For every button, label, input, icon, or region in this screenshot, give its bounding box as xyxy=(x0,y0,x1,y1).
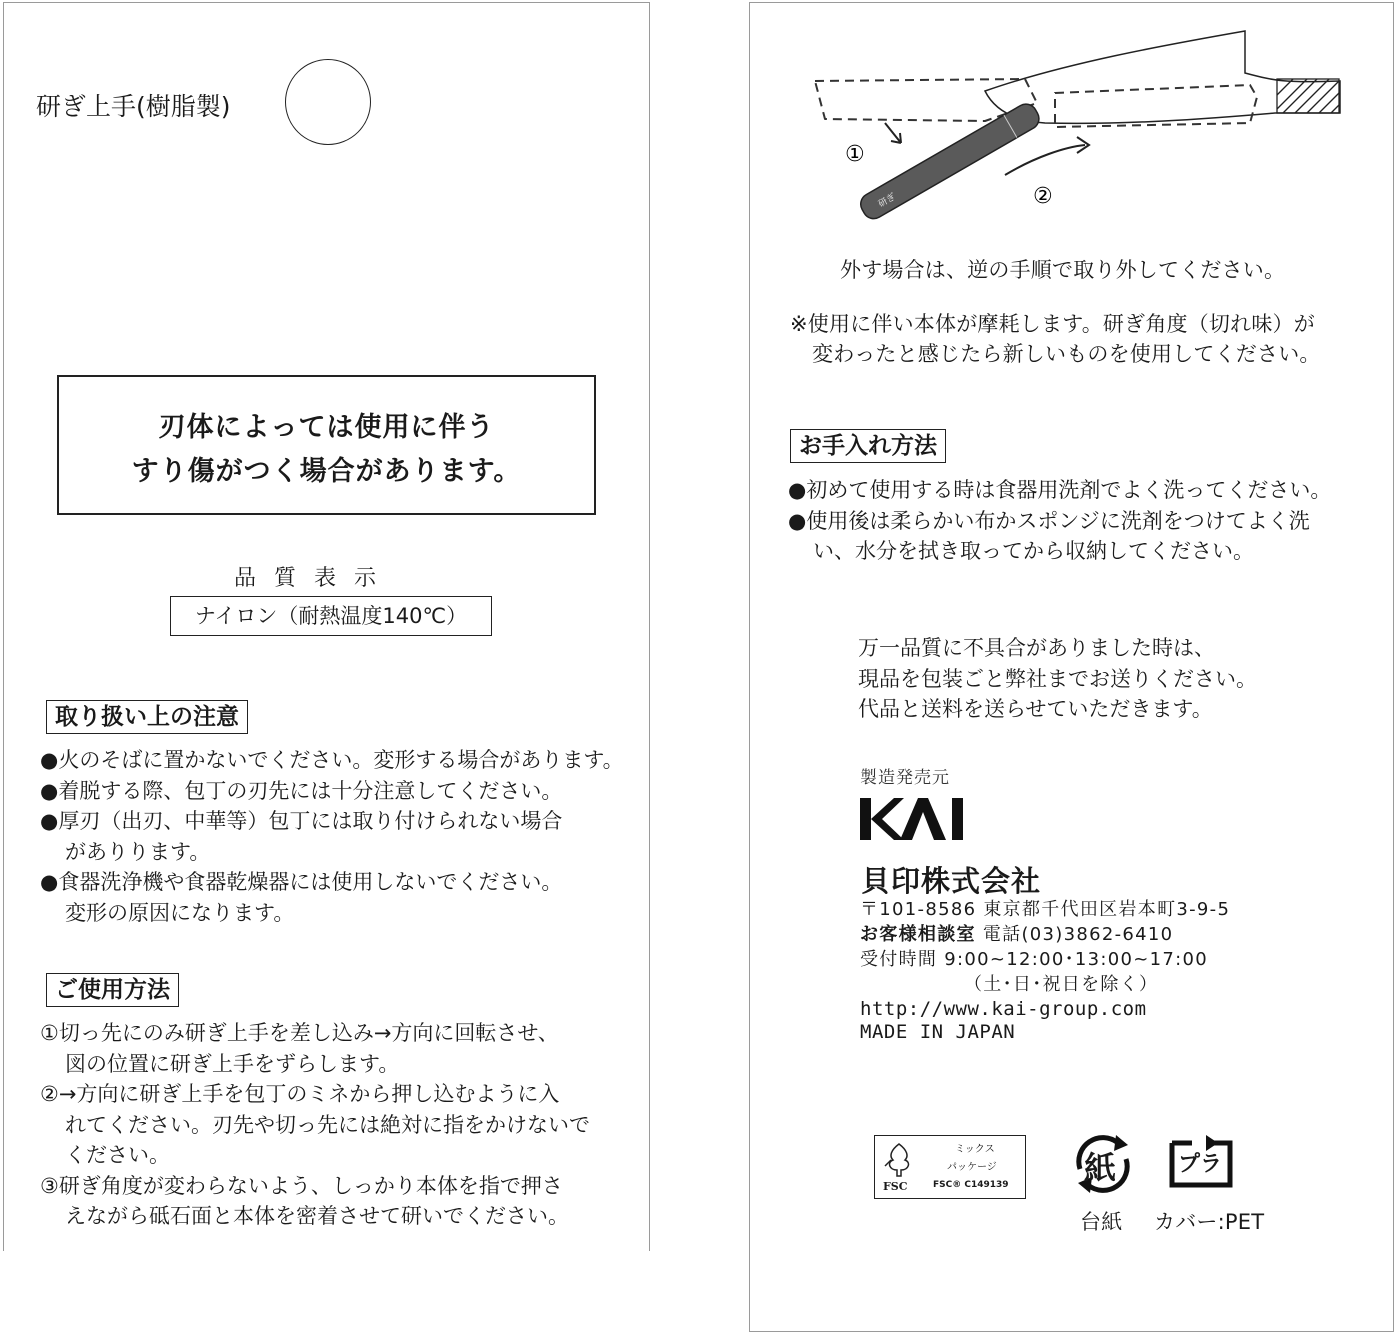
list-item: ●初めて使用する時は食器用洗剤でよく洗ってください。 xyxy=(788,478,1332,502)
made-in: MADE IN JAPAN xyxy=(860,1021,1016,1043)
list-item: ●火のそばに置かないでください。変形する場合があります。 xyxy=(40,748,624,772)
consult-label: お客様相談室 xyxy=(860,924,976,945)
list-item: い、水分を拭き取ってから収納してください。 xyxy=(813,539,1254,563)
fsc-code: FSC® C149139 xyxy=(933,1180,1009,1190)
plastic-recycle-icon xyxy=(1166,1129,1236,1199)
step2-label: ② xyxy=(1033,184,1053,209)
notice-line: 現品を包装ごと弊社までお送りください。 xyxy=(858,666,1257,691)
right-panel xyxy=(749,2,1394,1332)
handling-list xyxy=(40,745,624,928)
hours: 受付時間 9:00~12:00･13:00~17:00 xyxy=(860,949,1209,970)
sharpener-diagram xyxy=(805,23,1345,223)
left-panel xyxy=(3,2,650,1251)
sharpener-tool xyxy=(857,100,1043,223)
list-item: ●食器洗浄機や食器乾燥器には使用しないでください。 xyxy=(40,870,563,894)
usage-heading: ご使用方法 xyxy=(46,973,179,1007)
wear-note-line-1: ※使用に伴い本体が摩耗します。研ぎ角度（切れ味）が xyxy=(790,312,1315,336)
paper-mark: 紙 xyxy=(1084,1149,1117,1187)
list-item: ください。 xyxy=(65,1143,170,1167)
material-box: ナイロン（耐熱温度140℃） xyxy=(170,596,492,636)
fsc-mix-1: ミックス xyxy=(955,1144,995,1155)
list-item: れてください。刃先や切っ先には絶対に指をかけないで xyxy=(65,1112,590,1137)
notice-line: 代品と送料を送らせていただきます。 xyxy=(858,697,1213,721)
kai-logo xyxy=(860,796,968,842)
consult-row xyxy=(860,922,1173,947)
list-item: えながら砥石面と本体を密着させて研いでください。 xyxy=(65,1204,569,1228)
list-item: ①切っ先にのみ研ぎ上手を差し込み→方向に回転させ、 xyxy=(40,1021,559,1045)
maker-label: 製造発売元 xyxy=(860,768,950,788)
wear-note-line-2: 変わったと感じたら新しいものを使用してください。 xyxy=(812,342,1321,366)
blank-circle xyxy=(285,59,371,145)
fsc-mark xyxy=(874,1135,1026,1199)
website-url[interactable]: http://www.kai-group.com xyxy=(860,998,1147,1020)
notice-line: 万一品質に不具合がありました時は、 xyxy=(858,636,1215,660)
cover-caption: カバー:PET xyxy=(1154,1210,1265,1234)
list-item: ②→方向に研ぎ上手を包丁のミネから押し込むように入 xyxy=(40,1082,560,1106)
list-item: ●厚刃（出刃、中華等）包丁には取り付けられない場合 xyxy=(40,809,563,833)
fsc-label: FSC xyxy=(883,1180,908,1193)
fsc-mix-2: パッケージ xyxy=(947,1162,997,1173)
step1-arrow xyxy=(885,123,901,143)
handling-heading: 取り扱い上の注意 xyxy=(46,700,248,734)
quality-notice xyxy=(858,633,1257,725)
list-item: ●使用後は柔らかい布かスポンジに洗剤をつけてよく洗 xyxy=(788,508,1310,533)
care-heading: お手入れ方法 xyxy=(790,429,946,463)
tool-mark: 研ぎ xyxy=(876,192,898,210)
care-list xyxy=(788,475,1331,567)
list-item: 変形の原因になります。 xyxy=(65,900,295,925)
step2-arrow xyxy=(1005,145,1085,175)
phone: 電話(03)3862-6410 xyxy=(982,924,1174,945)
paper-caption: 台紙 xyxy=(1080,1210,1123,1234)
warning-box xyxy=(57,375,596,515)
plastic-mark: プラ xyxy=(1178,1152,1223,1177)
step1-label: ① xyxy=(845,142,865,167)
list-item: ③研ぎ角度が変わらないよう、しっかり本体を指で押さ xyxy=(40,1173,563,1198)
remove-note: 外す場合は、逆の手順で取り外してください。 xyxy=(840,258,1286,282)
knife-handle-hatch xyxy=(1277,79,1339,113)
fsc-tree-icon xyxy=(879,1140,919,1180)
paper-recycle-icon xyxy=(1068,1129,1138,1199)
list-item: がありります。 xyxy=(65,839,211,864)
quality-heading: 品質表示 xyxy=(234,566,395,591)
company-name: 貝印株式会社 xyxy=(861,864,1042,898)
product-name: 研ぎ上手(樹脂製) xyxy=(36,92,231,121)
usage-list xyxy=(40,1018,590,1232)
warning-line-2: すり傷がつく場合があります。 xyxy=(131,456,522,487)
hours-note: （土･日･祝日を除く） xyxy=(964,974,1159,995)
list-item: 図の位置に研ぎ上手をずらします。 xyxy=(65,1051,400,1076)
address: 〒101-8586 東京都千代田区岩本町3-9-5 xyxy=(860,899,1231,920)
warning-line-1: 刃体によっては使用に伴う xyxy=(158,412,495,443)
list-item: ●着脱する際、包丁の刃先には十分注意してください。 xyxy=(40,778,563,803)
